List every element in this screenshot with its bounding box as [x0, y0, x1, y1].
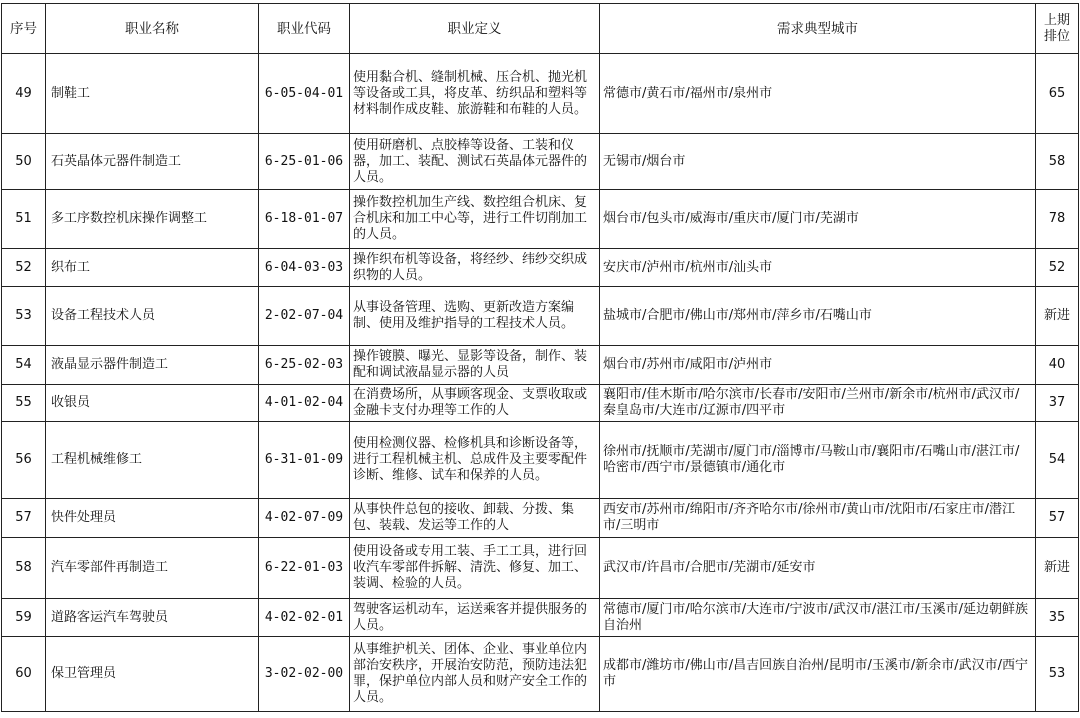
cell-definition: 从事维护机关、团体、企业、事业单位内部治安秩序，开展治安防范，预防违法犯罪，保护单位内部人员和财产安全工作的人员。 [350, 637, 600, 712]
table-row [2, 287, 1079, 346]
cell-rank: 65 [1036, 54, 1079, 134]
table-row [2, 346, 1079, 385]
cell-cities: 盐城市/合肥市/佛山市/郑州市/萍乡市/石嘴山市 [600, 287, 1036, 346]
cell-definition: 驾驶客运机动车，运送乘客并提供服务的人员。 [350, 599, 600, 637]
cell-definition: 操作织布机等设备，将经纱、纬纱交织成织物的人员。 [350, 249, 600, 287]
cell-name: 汽车零部件再制造工 [46, 538, 259, 599]
cell-rank: 58 [1036, 134, 1079, 190]
cell-cities: 西安市/苏州市/绵阳市/齐齐哈尔市/徐州市/黄山市/沈阳市/石家庄市/潜江市/三明市 [600, 499, 1036, 538]
cell-rank: 40 [1036, 346, 1079, 385]
header-definition: 职业定义 [350, 4, 600, 54]
cell-cities: 烟台市/包头市/威海市/重庆市/厦门市/芜湖市 [600, 190, 1036, 249]
cell-code: 4-02-07-09 [259, 499, 350, 538]
cell-cities: 烟台市/苏州市/咸阳市/泸州市 [600, 346, 1036, 385]
cell-code: 6-25-01-06 [259, 134, 350, 190]
cell-rank: 37 [1036, 385, 1079, 422]
table-row [2, 499, 1079, 538]
cell-definition: 使用检测仪器、检修机具和诊断设备等，进行工程机械主机、总成件及主要零配件诊断、维修、试车和保养的人员。 [350, 422, 600, 499]
cell-code: 6-04-03-03 [259, 249, 350, 287]
cell-cities: 襄阳市/佳木斯市/哈尔滨市/长春市/安阳市/兰州市/新余市/杭州市/武汉市/秦皇岛市/大连市/辽源市/四平市 [600, 385, 1036, 422]
cell-seq: 55 [2, 385, 46, 422]
cell-code: 4-02-02-01 [259, 599, 350, 637]
cell-rank: 57 [1036, 499, 1079, 538]
occupation-demand-table [1, 3, 1079, 712]
cell-code: 6-22-01-03 [259, 538, 350, 599]
cell-rank: 52 [1036, 249, 1079, 287]
table-row [2, 190, 1079, 249]
header-code: 职业代码 [259, 4, 350, 54]
cell-code: 6-31-01-09 [259, 422, 350, 499]
cell-seq: 59 [2, 599, 46, 637]
table-row [2, 637, 1079, 712]
cell-seq: 60 [2, 637, 46, 712]
cell-cities: 徐州市/抚顺市/芜湖市/厦门市/淄博市/马鞍山市/襄阳市/石嘴山市/湛江市/哈密市/西宁市/景德镇市/通化市 [600, 422, 1036, 499]
cell-name: 保卫管理员 [46, 637, 259, 712]
table-header-row [2, 4, 1079, 54]
cell-definition: 使用设备或专用工装、手工工具，进行回收汽车零部件拆解、清洗、修复、加工、装调、检验的人员。 [350, 538, 600, 599]
cell-definition: 使用研磨机、点胶棒等设备、工装和仪器，加工、装配、测试石英晶体元器件的人员。 [350, 134, 600, 190]
cell-seq: 52 [2, 249, 46, 287]
cell-name: 道路客运汽车驾驶员 [46, 599, 259, 637]
cell-rank: 78 [1036, 190, 1079, 249]
cell-seq: 50 [2, 134, 46, 190]
cell-definition: 从事设备管理、选购、更新改造方案编制、使用及维护指导的工程技术人员。 [350, 287, 600, 346]
cell-code: 6-05-04-01 [259, 54, 350, 134]
cell-cities: 无锡市/烟台市 [600, 134, 1036, 190]
cell-name: 液晶显示器件制造工 [46, 346, 259, 385]
cell-definition: 操作数控机加生产线、数控组合机床、复合机床和加工中心等，进行工件切削加工的人员。 [350, 190, 600, 249]
cell-cities: 武汉市/许昌市/合肥市/芜湖市/延安市 [600, 538, 1036, 599]
cell-code: 3-02-02-00 [259, 637, 350, 712]
header-name: 职业名称 [46, 4, 259, 54]
table-row [2, 249, 1079, 287]
cell-seq: 56 [2, 422, 46, 499]
cell-definition: 从事快件总包的接收、卸载、分拨、集包、装载、发运等工作的人 [350, 499, 600, 538]
cell-seq: 49 [2, 54, 46, 134]
cell-cities: 成都市/潍坊市/佛山市/昌吉回族自治州/昆明市/玉溪市/新余市/武汉市/西宁市 [600, 637, 1036, 712]
cell-seq: 57 [2, 499, 46, 538]
cell-rank: 35 [1036, 599, 1079, 637]
cell-definition: 使用黏合机、缝制机械、压合机、抛光机等设备或工具，将皮革、纺织品和塑料等材料制作成皮鞋、旅游鞋和布鞋的人员。 [350, 54, 600, 134]
cell-code: 4-01-02-04 [259, 385, 350, 422]
cell-name: 多工序数控机床操作调整工 [46, 190, 259, 249]
occupation-table-container [1, 3, 1078, 716]
cell-cities: 常德市/黄石市/福州市/泉州市 [600, 54, 1036, 134]
cell-seq: 54 [2, 346, 46, 385]
cell-cities: 安庆市/泸州市/杭州市/汕头市 [600, 249, 1036, 287]
table-row [2, 54, 1079, 134]
table-row [2, 385, 1079, 422]
table-row [2, 422, 1079, 499]
cell-definition: 操作镀膜、曝光、显影等设备，制作、装配和调试液晶显示器的人员 [350, 346, 600, 385]
cell-rank: 新进 [1036, 287, 1079, 346]
cell-rank: 新进 [1036, 538, 1079, 599]
cell-rank: 54 [1036, 422, 1079, 499]
cell-name: 织布工 [46, 249, 259, 287]
cell-name: 工程机械维修工 [46, 422, 259, 499]
cell-seq: 58 [2, 538, 46, 599]
cell-name: 快件处理员 [46, 499, 259, 538]
header-rank: 上期排位 [1036, 4, 1079, 54]
cell-code: 6-25-02-03 [259, 346, 350, 385]
cell-name: 石英晶体元器件制造工 [46, 134, 259, 190]
cell-code: 2-02-07-04 [259, 287, 350, 346]
cell-definition: 在消费场所，从事顾客现金、支票收取或金融卡支付办理等工作的人 [350, 385, 600, 422]
header-seq: 序号 [2, 4, 46, 54]
cell-seq: 51 [2, 190, 46, 249]
cell-name: 制鞋工 [46, 54, 259, 134]
table-row [2, 134, 1079, 190]
header-cities: 需求典型城市 [600, 4, 1036, 54]
cell-name: 收银员 [46, 385, 259, 422]
table-row [2, 538, 1079, 599]
cell-name: 设备工程技术人员 [46, 287, 259, 346]
cell-seq: 53 [2, 287, 46, 346]
cell-code: 6-18-01-07 [259, 190, 350, 249]
cell-cities: 常德市/厦门市/哈尔滨市/大连市/宁波市/武汉市/湛江市/玉溪市/延边朝鲜族自治州 [600, 599, 1036, 637]
table-row [2, 599, 1079, 637]
cell-rank: 53 [1036, 637, 1079, 712]
